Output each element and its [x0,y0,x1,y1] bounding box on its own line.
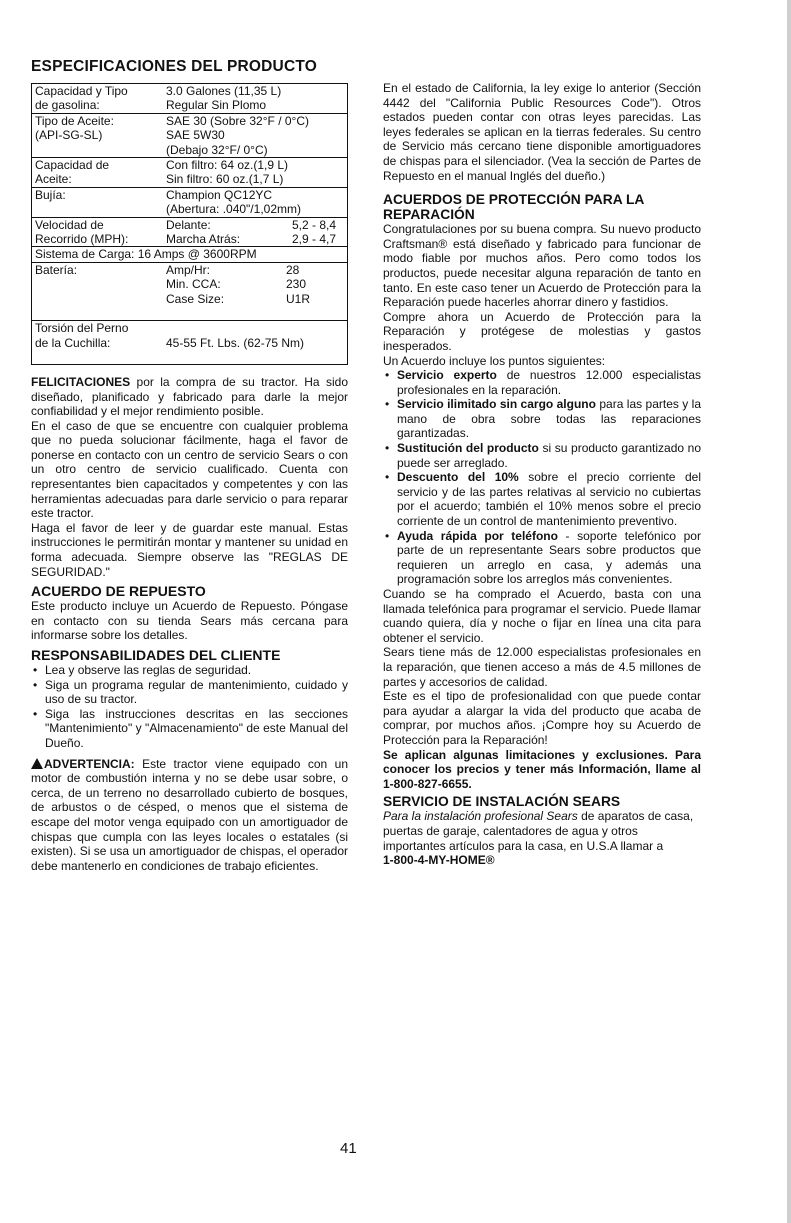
spec-row-fuel [32,84,348,114]
spec-key: Recorrido (MPH): [35,232,129,247]
list-item: • Siga las instrucciones descritas en las secciones "Mantenimiento" y "Almacenamiento" de este Manual del Dueño. [31,707,348,751]
list-item [383,441,701,470]
spec-key: Capacidad y Tipo [35,84,128,98]
spec-row-torque [32,321,348,365]
list-item [383,529,701,587]
spec-value: (Abertura: .040"/1,02mm) [166,202,301,217]
responsibilities-heading: RESPONSABILIDADES DEL CLIENTE [31,647,281,663]
spec-key: Bujía: [35,187,66,202]
spec-row-oil-type [32,113,348,157]
installation-text: de aparatos de casa, puertas de garaje, calentadores de agua y otros importantes artículos para la casa, en U.S.A llamar a [383,809,694,853]
spec-label: Marcha Atrás: [166,232,241,247]
spec-key: Aceite: [35,172,72,187]
spec-value: Champion QC12YC [166,187,273,202]
congrats-lead: FELICITACIONES [31,374,131,389]
responsibilities-list [31,663,348,751]
spec-value: (Debajo 32°F/ 0°C) [166,142,268,157]
specs-title: ESPECIFICACIONES DEL PRODUCTO [31,58,317,75]
spec-key: (API-SG-SL) [35,128,103,143]
spec-label: Min. CCA: [166,277,221,292]
spec-row-speed [32,217,348,247]
spec-value: 28 [286,262,300,277]
point-text: para las partes y la mano de obra sobre todas las reparaciones garantizadas. [397,397,701,441]
spec-charging: Sistema de Carga: 16 Amps @ 3600RPM [32,247,348,262]
spec-value: Regular Sin Plomo [166,98,267,113]
spec-row-spark-plug [32,187,348,217]
spec-key: de gasolina: [35,98,100,113]
specialists-paragraph: Sears tiene más de 12.000 especialistas profesionales en la reparación, que tienen acceso a más de 4.5 millones de partes y accesorios de calidad. [383,645,701,689]
list-item [383,397,701,441]
page-number: 41 [340,1140,357,1157]
spec-key: Capacidad de [35,158,110,173]
spec-label: Case Size: [166,291,225,306]
warning-text: Este tractor viene equipado con un motor de combustión interna y no se debe usar sobre, o cerca, de un terreno no desarrollado cubierto de bosques, de arbustos o de césped, o menos que el sistema de escape del motor venga equipado con un amortiguador de chispas que cumpla con las leyes locales o estatales (si existen). Si se usa un amortiguador de chispas, el operador debe mantenerlo en condiciones de trabajo eficientes. [31,756,348,873]
problem-paragraph: En el caso de que se encuentre con cualquier problema que no pueda solucionar fácilmente, haga el favor de ponerse en contacto con un centro de servicio Sears o con un otro centro de servicio cualificado. Cuenta con representantes bien capacitados y competentes y con las herramientas adecuadas para darle servicio o para reparar este tractor. [31,418,348,521]
spec-value: SAE 30 (Sobre 32°F / 0°C) [166,113,309,128]
left-column [31,58,348,873]
california-paragraph: En el estado de California, la ley exige lo anterior (Sección 4442 del "California Public Resources Code"). Otros estados pueden contar con otras leyes parecidas. Las leyes federales se aplican en la tierras federales. Su centro de Servicio más cercano tiene disponible amortiguadores de chispas para el silenciador. (Vea la sección de Partes de Repuesto en el manual Inglés del dueño.) [383,81,701,183]
point-lead: Ayuda rápida por teléfono [397,528,558,543]
spec-key: Torsión del Perno [35,321,129,336]
specs-table [31,83,348,365]
repuesto-paragraph: Este producto incluye un Acuerdo de Repuesto. Póngase en contacto con su tienda Sears más cercana para informarse sobre los detalles. [31,599,348,643]
spec-label: Amp/Hr: [166,262,211,277]
spec-key: Tipo de Aceite: [35,113,114,128]
installation-paragraph [383,809,701,853]
spec-value: 3.0 Galones (11,35 L) [166,84,282,98]
list-item: • Lea y observe las reglas de seguridad. [31,663,348,678]
spec-value: SAE 5W30 [166,128,225,143]
protection-heading: ACUERDOS DE PROTECCIÓN PARA LA REPARACIÓN [383,192,644,223]
list-item [383,368,701,397]
spec-key: Velocidad de [35,217,104,232]
point-lead: Sustitución del producto [397,441,539,456]
installation-italic: Para la instalación profesional Sears [383,809,578,824]
point-text: de nuestros 12.000 especialistas profesionales en la reparación. [397,368,701,397]
spec-value: 45-55 Ft. Lbs. (62-75 Nm) [166,335,305,350]
congrats-text: por la compra de su tractor. Ha sido diseñado, planificado y fabricado para darle la mejor confiabilidad y el mejor rendimiento posible. [31,374,348,419]
limitations-paragraph: Se aplican algunas limitaciones y exclusiones. Para conocer los precios y tener más Información, llame al 1-800-827-6655. [383,747,701,791]
installation-phone: 1-800-4-MY-HOME® [383,853,495,868]
warning-paragraph [31,757,348,874]
spec-key: de la Cuchilla: [35,335,111,350]
spec-row-charging [32,247,348,262]
professionalism-paragraph: Este es el tipo de profesionalidad con que puede contar para ayudar a alargar la vida del producto que acaba de comprar, por muchos años. ¡Compre hoy su Acuerdo de Protección para la Reparación! [383,689,701,747]
installation-heading: SERVICIO DE INSTALACIÓN SEARS [383,794,621,810]
point-lead: Servicio experto [397,368,497,383]
protection-paragraph-1: Congratulaciones por su buena compra. Su nuevo producto Craftsman® está diseñado y fabricado para funcionar de modo fiable por muchos años. Pero como todos los productos, puede necesitar alguna reparación de tanto en tanto. En este caso tener un Acuerdo de Protección para la Reparación puede hacerles ahorrar dinero y fastidios. [383,222,701,310]
protection-paragraph-2: Compre ahora un Acuerdo de Protección para la Reparación y protégese de molestias y gastos inesperados. [383,309,701,353]
page-edge [787,0,791,1223]
right-column [383,81,701,868]
protection-paragraph-3: Un Acuerdo incluye los puntos siguientes: [383,353,606,368]
spec-row-battery [32,262,348,320]
list-item: • Siga un programa regular de mantenimiento, cuidado y uso de su tractor. [31,678,348,707]
spec-value: 5,2 - 8,4 [291,217,336,232]
point-lead: Descuento del 10% [397,470,519,485]
spec-value: Sin filtro: 60 oz.(1,7 L) [166,172,284,187]
spec-row-oil-capacity [32,158,348,188]
point-text: sobre el precio corriente del servicio y de las partes relativas al servicio no cubiertas por el acuerdo; también el 10% menos sobre el precio corriente de un control de mantenimiento preventivo. [397,470,701,529]
congrats-paragraph [31,375,348,419]
warning-lead: ADVERTENCIA: [44,756,135,771]
spec-value: U1R [286,291,311,306]
manual-paragraph: Haga el favor de leer y de guardar este manual. Estas instrucciones le permitirán montar y mantener su unidad en forma adecuada. Siempre observe las "REGLAS DE SEGURIDAD." [31,520,348,579]
spec-value: 2,9 - 4,7 [291,232,336,247]
spec-value: Con filtro: 64 oz.(1,9 L) [166,158,289,173]
spec-value: 230 [286,277,307,292]
purchased-paragraph: Cuando se ha comprado el Acuerdo, basta con una llamada telefónica para programar el servicio. Puede llamar cuando quiera, día y noche o fijar en línea una cita para obtener el servicio. [383,587,701,645]
point-text: si su producto garantizado no puede ser arreglado. [397,441,701,470]
spec-key: Batería: [32,262,164,320]
point-text: - soporte telefónico por parte de un representante Sears sobre productos que requieren un arreglo en casa, y además una programación sobre los arreglos más convenientes. [397,528,701,587]
point-lead: Servicio ilimitado sin cargo alguno [397,397,596,412]
list-item [383,470,701,528]
spec-label: Delante: [166,217,211,232]
warning-triangle-icon [31,758,43,769]
repuesto-heading: ACUERDO DE REPUESTO [31,583,206,600]
protection-points-list [383,368,701,587]
